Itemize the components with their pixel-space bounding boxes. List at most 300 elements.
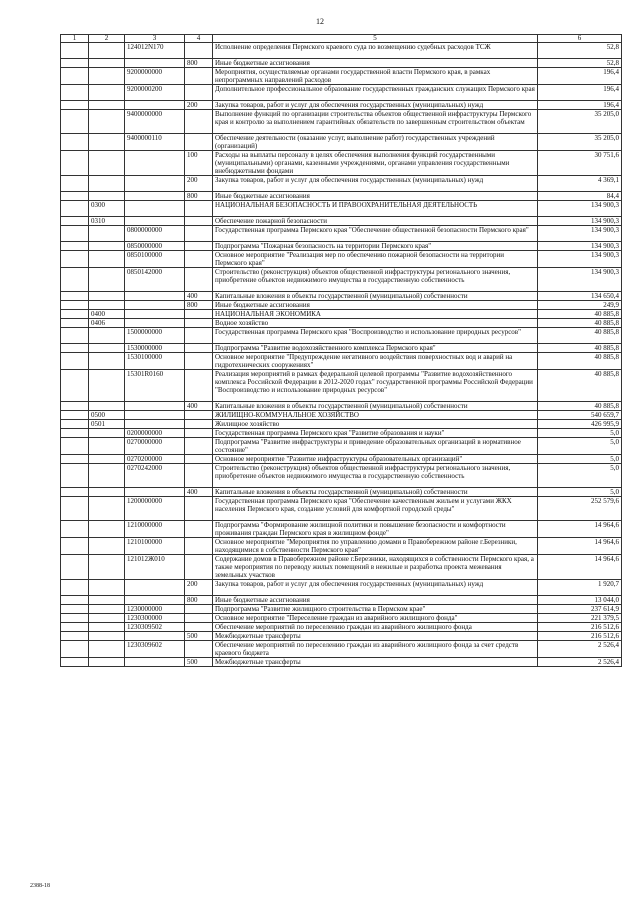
description-cell: Основное мероприятие "Мероприятия по управлению домами в Правобережном районе г.Березники, находящимися в собственности Пермского края": [213, 538, 538, 555]
section-cell: [61, 641, 89, 658]
table-row: [61, 292, 622, 301]
subsection-cell: [89, 596, 125, 605]
section-cell: [61, 268, 89, 292]
section-cell: [61, 251, 89, 268]
subsection-cell: [89, 555, 125, 580]
section-cell: [61, 596, 89, 605]
subsection-cell: [89, 464, 125, 488]
section-cell: [61, 497, 89, 521]
table-row: [61, 310, 622, 319]
subsection-cell: [89, 301, 125, 310]
expense-type-cell: 800: [185, 192, 213, 201]
section-cell: [61, 292, 89, 301]
amount-cell: 5,0: [538, 438, 622, 455]
table-row: [61, 429, 622, 438]
amount-cell: 134 900,3: [538, 242, 622, 251]
amount-cell: 216 512,6: [538, 623, 622, 632]
subsection-cell: [89, 151, 125, 176]
table-row: [61, 497, 622, 521]
subsection-cell: [89, 344, 125, 353]
subsection-cell: [89, 497, 125, 521]
table-row: [61, 59, 622, 68]
target-code-cell: 0800000000: [125, 226, 185, 242]
table-row: [61, 192, 622, 201]
description-cell: Межбюджетные трансферты: [213, 658, 538, 667]
expense-type-cell: 100: [185, 151, 213, 176]
target-code-cell: [125, 101, 185, 110]
description-cell: Иные бюджетные ассигнования: [213, 192, 538, 201]
section-cell: [61, 605, 89, 614]
subsection-cell: [89, 658, 125, 667]
section-cell: [61, 176, 89, 192]
table-row: [61, 176, 622, 192]
expense-type-cell: [185, 538, 213, 555]
target-code-cell: 0270000000: [125, 438, 185, 455]
table-row: [61, 521, 622, 538]
table-row: [61, 438, 622, 455]
subsection-cell: 0300: [89, 201, 125, 217]
subsection-cell: [89, 328, 125, 344]
amount-cell: 14 964,6: [538, 521, 622, 538]
target-code-cell: 9400000110: [125, 134, 185, 151]
section-cell: [61, 85, 89, 101]
table-row: [61, 632, 622, 641]
target-code-cell: [125, 301, 185, 310]
target-code-cell: 0850100000: [125, 251, 185, 268]
expense-type-cell: [185, 268, 213, 292]
subsection-cell: [89, 605, 125, 614]
table-row: [61, 605, 622, 614]
amount-cell: 252 579,6: [538, 497, 622, 521]
subsection-cell: [89, 438, 125, 455]
subsection-cell: [89, 68, 125, 85]
table-row: [61, 226, 622, 242]
section-cell: [61, 464, 89, 488]
expense-type-cell: [185, 429, 213, 438]
target-code-cell: 15301R0160: [125, 370, 185, 402]
subsection-cell: [89, 488, 125, 497]
expense-type-cell: [185, 328, 213, 344]
section-cell: [61, 455, 89, 464]
description-cell: Государственная программа Пермского края "Воспроизводство и использование природных ресурсов": [213, 328, 538, 344]
amount-cell: 40 885,8: [538, 328, 622, 344]
target-code-cell: 121012Ж010: [125, 555, 185, 580]
expense-type-cell: [185, 85, 213, 101]
amount-cell: 221 379,5: [538, 614, 622, 623]
amount-cell: 5,0: [538, 488, 622, 497]
table-row: [61, 68, 622, 85]
expense-type-cell: [185, 614, 213, 623]
amount-cell: 40 885,8: [538, 319, 622, 328]
subsection-cell: 0406: [89, 319, 125, 328]
subsection-cell: 0310: [89, 217, 125, 226]
target-code-cell: [125, 59, 185, 68]
description-cell: Закупка товаров, работ и услуг для обеспечения государственных (муниципальных) нужд: [213, 101, 538, 110]
table-row: [61, 217, 622, 226]
target-code-cell: [125, 319, 185, 328]
table-row: [61, 464, 622, 488]
section-cell: [61, 68, 89, 85]
amount-cell: 40 885,8: [538, 344, 622, 353]
subsection-cell: [89, 632, 125, 641]
amount-cell: 35 205,0: [538, 110, 622, 134]
table-row: [61, 201, 622, 217]
description-cell: Подпрограмма "Развитие инфраструктуры и приведение образовательных организаций в нормативное состояние": [213, 438, 538, 455]
amount-cell: 2 526,4: [538, 641, 622, 658]
section-cell: [61, 438, 89, 455]
amount-cell: 14 964,6: [538, 538, 622, 555]
target-code-cell: [125, 217, 185, 226]
expense-type-cell: [185, 438, 213, 455]
description-cell: Основное мероприятие "Предупреждение негативного воздействия поверхностных вод и аварий на гидротехнических сооружениях": [213, 353, 538, 370]
table-row: [61, 251, 622, 268]
description-cell: ЖИЛИЩНО-КОММУНАЛЬНОЕ ХОЗЯЙСТВО: [213, 411, 538, 420]
amount-cell: 134 900,3: [538, 217, 622, 226]
subsection-cell: [89, 580, 125, 596]
target-code-cell: 0270200000: [125, 455, 185, 464]
amount-cell: 2 526,4: [538, 658, 622, 667]
amount-cell: 40 885,8: [538, 370, 622, 402]
expense-type-cell: [185, 641, 213, 658]
amount-cell: 196,4: [538, 85, 622, 101]
target-code-cell: [125, 632, 185, 641]
expense-type-cell: [185, 555, 213, 580]
amount-cell: 30 751,6: [538, 151, 622, 176]
expense-type-cell: 400: [185, 488, 213, 497]
table-row: [61, 370, 622, 402]
description-cell: Капитальные вложения в объекты государственной (муниципальной) собственности: [213, 402, 538, 411]
description-cell: Основное мероприятие "Переселение граждан из аварийного жилищного фонда": [213, 614, 538, 623]
amount-cell: 40 885,8: [538, 310, 622, 319]
table-row: [61, 110, 622, 134]
expense-type-cell: 200: [185, 101, 213, 110]
description-cell: Закупка товаров, работ и услуг для обеспечения государственных (муниципальных) нужд: [213, 580, 538, 596]
section-cell: [61, 110, 89, 134]
expense-type-cell: [185, 420, 213, 429]
table-row: [61, 85, 622, 101]
expense-type-cell: [185, 521, 213, 538]
table-row: [61, 319, 622, 328]
target-code-cell: 1230309602: [125, 641, 185, 658]
amount-cell: 1 920,7: [538, 580, 622, 596]
table-row: [61, 328, 622, 344]
expense-type-cell: [185, 310, 213, 319]
expense-type-cell: [185, 110, 213, 134]
section-cell: [61, 580, 89, 596]
amount-cell: 134 650,4: [538, 292, 622, 301]
description-cell: Водное хозяйство: [213, 319, 538, 328]
subsection-cell: [89, 192, 125, 201]
amount-cell: 52,8: [538, 43, 622, 59]
header-cell: 3: [125, 35, 185, 43]
section-cell: [61, 310, 89, 319]
description-cell: Подпрограмма "Пожарная безопасность на территории Пермского края": [213, 242, 538, 251]
amount-cell: 40 885,8: [538, 402, 622, 411]
description-cell: Дополнительное профессиональное образование государственных гражданских служащих Пермского края: [213, 85, 538, 101]
subsection-cell: 0500: [89, 411, 125, 420]
target-code-cell: [125, 420, 185, 429]
expense-type-cell: [185, 370, 213, 402]
target-code-cell: [125, 292, 185, 301]
subsection-cell: 0501: [89, 420, 125, 429]
table-row: [61, 614, 622, 623]
description-cell: Иные бюджетные ассигнования: [213, 596, 538, 605]
target-code-cell: 1230000000: [125, 605, 185, 614]
expense-type-cell: [185, 43, 213, 59]
expense-type-cell: 800: [185, 596, 213, 605]
table-row: [61, 353, 622, 370]
description-cell: Строительство (реконструкция) объектов общественной инфраструктуры регионального значения, приобретение объектов недвижимого имущества в государственную собственность: [213, 268, 538, 292]
section-cell: [61, 353, 89, 370]
header-cell: 6: [538, 35, 622, 43]
table-row: [61, 344, 622, 353]
target-code-cell: 0270242000: [125, 464, 185, 488]
description-cell: Капитальные вложения в объекты государственной (муниципальной) собственности: [213, 292, 538, 301]
expense-type-cell: [185, 68, 213, 85]
description-cell: Подпрограмма "Развитие жилищного строительства в Пермском крае": [213, 605, 538, 614]
description-cell: Обеспечение деятельности (оказание услуг, выполнение работ) государственных учреждений (организаций): [213, 134, 538, 151]
expense-type-cell: [185, 344, 213, 353]
section-cell: [61, 101, 89, 110]
description-cell: Расходы на выплаты персоналу в целях обеспечения выполнения функций государственными (муниципальными) органами, казенными учреждениями, органами управления государственными внебюджетными фондами: [213, 151, 538, 176]
description-cell: Государственная программа Пермского края "Обеспечение качественным жильем и услугами ЖКХ населения Пермского края, создание условий для комфортной городской среды": [213, 497, 538, 521]
amount-cell: 196,4: [538, 68, 622, 85]
expense-type-cell: [185, 134, 213, 151]
budget-table: [60, 34, 622, 667]
expense-type-cell: [185, 251, 213, 268]
target-code-cell: [125, 201, 185, 217]
section-cell: [61, 370, 89, 402]
description-cell: Государственная программа Пермского края "Обеспечение общественной безопасности Пермского края": [213, 226, 538, 242]
target-code-cell: 1200000000: [125, 497, 185, 521]
section-cell: [61, 658, 89, 667]
table-row: [61, 134, 622, 151]
subsection-cell: [89, 429, 125, 438]
target-code-cell: [125, 580, 185, 596]
expense-type-cell: [185, 411, 213, 420]
description-cell: Подпрограмма "Формирование жилищной политики и повышение безопасности и комфортности проживания граждан Пермского края в жилищном фонде": [213, 521, 538, 538]
expense-type-cell: 400: [185, 292, 213, 301]
subsection-cell: 0400: [89, 310, 125, 319]
section-cell: [61, 59, 89, 68]
subsection-cell: [89, 455, 125, 464]
section-cell: [61, 226, 89, 242]
section-cell: [61, 242, 89, 251]
description-cell: Обеспечение пожарной безопасности: [213, 217, 538, 226]
expense-type-cell: 500: [185, 632, 213, 641]
table-row: [61, 455, 622, 464]
expense-type-cell: 800: [185, 301, 213, 310]
description-cell: Капитальные вложения в объекты государственной (муниципальной) собственности: [213, 488, 538, 497]
table-row: [61, 555, 622, 580]
target-code-cell: 1210000000: [125, 521, 185, 538]
section-cell: [61, 319, 89, 328]
table-row: [61, 596, 622, 605]
expense-type-cell: [185, 623, 213, 632]
target-code-cell: [125, 310, 185, 319]
description-cell: Подпрограмма "Развитие водохозяйственного комплекса Пермского края": [213, 344, 538, 353]
subsection-cell: [89, 43, 125, 59]
section-cell: [61, 632, 89, 641]
section-cell: [61, 420, 89, 429]
section-cell: [61, 623, 89, 632]
table-row: [61, 658, 622, 667]
table-row: [61, 242, 622, 251]
target-code-cell: 1530000000: [125, 344, 185, 353]
description-cell: Обеспечение мероприятий по переселению граждан из аварийного жилищного фонда: [213, 623, 538, 632]
header-cell: 4: [185, 35, 213, 43]
expense-type-cell: [185, 497, 213, 521]
subsection-cell: [89, 110, 125, 134]
target-code-cell: [125, 596, 185, 605]
subsection-cell: [89, 614, 125, 623]
expense-type-cell: 200: [185, 580, 213, 596]
description-cell: Иные бюджетные ассигнования: [213, 301, 538, 310]
description-cell: НАЦИОНАЛЬНАЯ ЭКОНОМИКА: [213, 310, 538, 319]
expense-type-cell: [185, 226, 213, 242]
expense-type-cell: [185, 201, 213, 217]
amount-cell: 84,4: [538, 192, 622, 201]
subsection-cell: [89, 134, 125, 151]
amount-cell: 540 659,7: [538, 411, 622, 420]
target-code-cell: [125, 192, 185, 201]
section-cell: [61, 402, 89, 411]
header-cell: 2: [89, 35, 125, 43]
subsection-cell: [89, 226, 125, 242]
table-row: [61, 43, 622, 59]
amount-cell: 216 512,6: [538, 632, 622, 641]
subsection-cell: [89, 370, 125, 402]
target-code-cell: [125, 176, 185, 192]
expense-type-cell: [185, 464, 213, 488]
expense-type-cell: 800: [185, 59, 213, 68]
target-code-cell: 0850000000: [125, 242, 185, 251]
target-code-cell: [125, 411, 185, 420]
subsection-cell: [89, 292, 125, 301]
section-cell: [61, 151, 89, 176]
description-cell: Исполнение определения Пермского краевого суда по возмещению судебных расходов ТСЖ: [213, 43, 538, 59]
document-code: 2388-18: [30, 883, 50, 889]
header-cell: 1: [61, 35, 89, 43]
amount-cell: 196,4: [538, 101, 622, 110]
section-cell: [61, 43, 89, 59]
amount-cell: 5,0: [538, 464, 622, 488]
amount-cell: 5,0: [538, 429, 622, 438]
target-code-cell: 9200000000: [125, 68, 185, 85]
table-row: [61, 411, 622, 420]
section-cell: [61, 411, 89, 420]
description-cell: Межбюджетные трансферты: [213, 632, 538, 641]
amount-cell: 237 614,9: [538, 605, 622, 614]
target-code-cell: 124012N170: [125, 43, 185, 59]
table-row: [61, 101, 622, 110]
amount-cell: 14 964,6: [538, 555, 622, 580]
header-cell: 5: [213, 35, 538, 43]
amount-cell: 40 885,8: [538, 353, 622, 370]
description-cell: Государственная программа Пермского края "Развитие образования и науки": [213, 429, 538, 438]
table-row: [61, 488, 622, 497]
table-header-row: [61, 35, 622, 43]
table-row: [61, 402, 622, 411]
target-code-cell: 9200000200: [125, 85, 185, 101]
description-cell: Содержание домов в Правобережном районе г.Березники, находящихся в собственности Пермского края, а также мероприятия по переводу жилых помещений в нежилые и разработка проекта межевания земельных участков: [213, 555, 538, 580]
expense-type-cell: 400: [185, 402, 213, 411]
amount-cell: 134 900,3: [538, 201, 622, 217]
subsection-cell: [89, 521, 125, 538]
table-row: [61, 641, 622, 658]
table-row: [61, 538, 622, 555]
target-code-cell: 1530100000: [125, 353, 185, 370]
target-code-cell: 1210100000: [125, 538, 185, 555]
section-cell: [61, 301, 89, 310]
section-cell: [61, 538, 89, 555]
description-cell: НАЦИОНАЛЬНАЯ БЕЗОПАСНОСТЬ И ПРАВООХРАНИТЕЛЬНАЯ ДЕЯТЕЛЬНОСТЬ: [213, 201, 538, 217]
expense-type-cell: 200: [185, 176, 213, 192]
section-cell: [61, 217, 89, 226]
section-cell: [61, 521, 89, 538]
amount-cell: 52,8: [538, 59, 622, 68]
description-cell: Реализация мероприятий в рамках федеральной целевой программы "Развитие водохозяйственного комплекса Российской Федерации в 2012-2020 годах" государственной программы Российской Федерации "Воспроизводство и использование природных ресурсов": [213, 370, 538, 402]
expense-type-cell: [185, 319, 213, 328]
subsection-cell: [89, 641, 125, 658]
target-code-cell: 0200000000: [125, 429, 185, 438]
section-cell: [61, 328, 89, 344]
description-cell: Основное мероприятие "Развитие инфраструктуры образовательных организаций": [213, 455, 538, 464]
expense-type-cell: [185, 605, 213, 614]
target-code-cell: [125, 488, 185, 497]
target-code-cell: [125, 658, 185, 667]
subsection-cell: [89, 59, 125, 68]
description-cell: Иные бюджетные ассигнования: [213, 59, 538, 68]
table-row: [61, 580, 622, 596]
description-cell: Закупка товаров, работ и услуг для обеспечения государственных (муниципальных) нужд: [213, 176, 538, 192]
section-cell: [61, 134, 89, 151]
expense-type-cell: 500: [185, 658, 213, 667]
subsection-cell: [89, 85, 125, 101]
target-code-cell: 1230300000: [125, 614, 185, 623]
target-code-cell: 1500000000: [125, 328, 185, 344]
target-code-cell: 0850142000: [125, 268, 185, 292]
section-cell: [61, 488, 89, 497]
subsection-cell: [89, 268, 125, 292]
page-number: 12: [316, 17, 324, 26]
description-cell: Мероприятия, осуществляемые органами государственной власти Пермского края, в рамках непрограммных направлений расходов: [213, 68, 538, 85]
target-code-cell: 1230309502: [125, 623, 185, 632]
amount-cell: 134 900,3: [538, 268, 622, 292]
table-row: [61, 151, 622, 176]
description-cell: Строительство (реконструкция) объектов общественной инфраструктуры регионального значения, приобретение объектов недвижимого имущества в государственную собственность: [213, 464, 538, 488]
section-cell: [61, 344, 89, 353]
amount-cell: 35 205,0: [538, 134, 622, 151]
description-cell: Выполнение функций по организации строительства объектов общественной инфраструктуры Пермского края и контролю за выполнением гарантийных обязательств по завершенным строительством объектам: [213, 110, 538, 134]
subsection-cell: [89, 251, 125, 268]
amount-cell: 134 900,3: [538, 251, 622, 268]
description-cell: Жилищное хозяйство: [213, 420, 538, 429]
amount-cell: 4 369,1: [538, 176, 622, 192]
table-row: [61, 268, 622, 292]
subsection-cell: [89, 101, 125, 110]
table-row: [61, 301, 622, 310]
subsection-cell: [89, 242, 125, 251]
subsection-cell: [89, 623, 125, 632]
section-cell: [61, 614, 89, 623]
table-row: [61, 420, 622, 429]
target-code-cell: 9400000000: [125, 110, 185, 134]
amount-cell: 13 044,0: [538, 596, 622, 605]
section-cell: [61, 192, 89, 201]
subsection-cell: [89, 353, 125, 370]
description-cell: Обеспечение мероприятий по переселению граждан из аварийного жилищного фонда за счет средств краевого бюджета: [213, 641, 538, 658]
